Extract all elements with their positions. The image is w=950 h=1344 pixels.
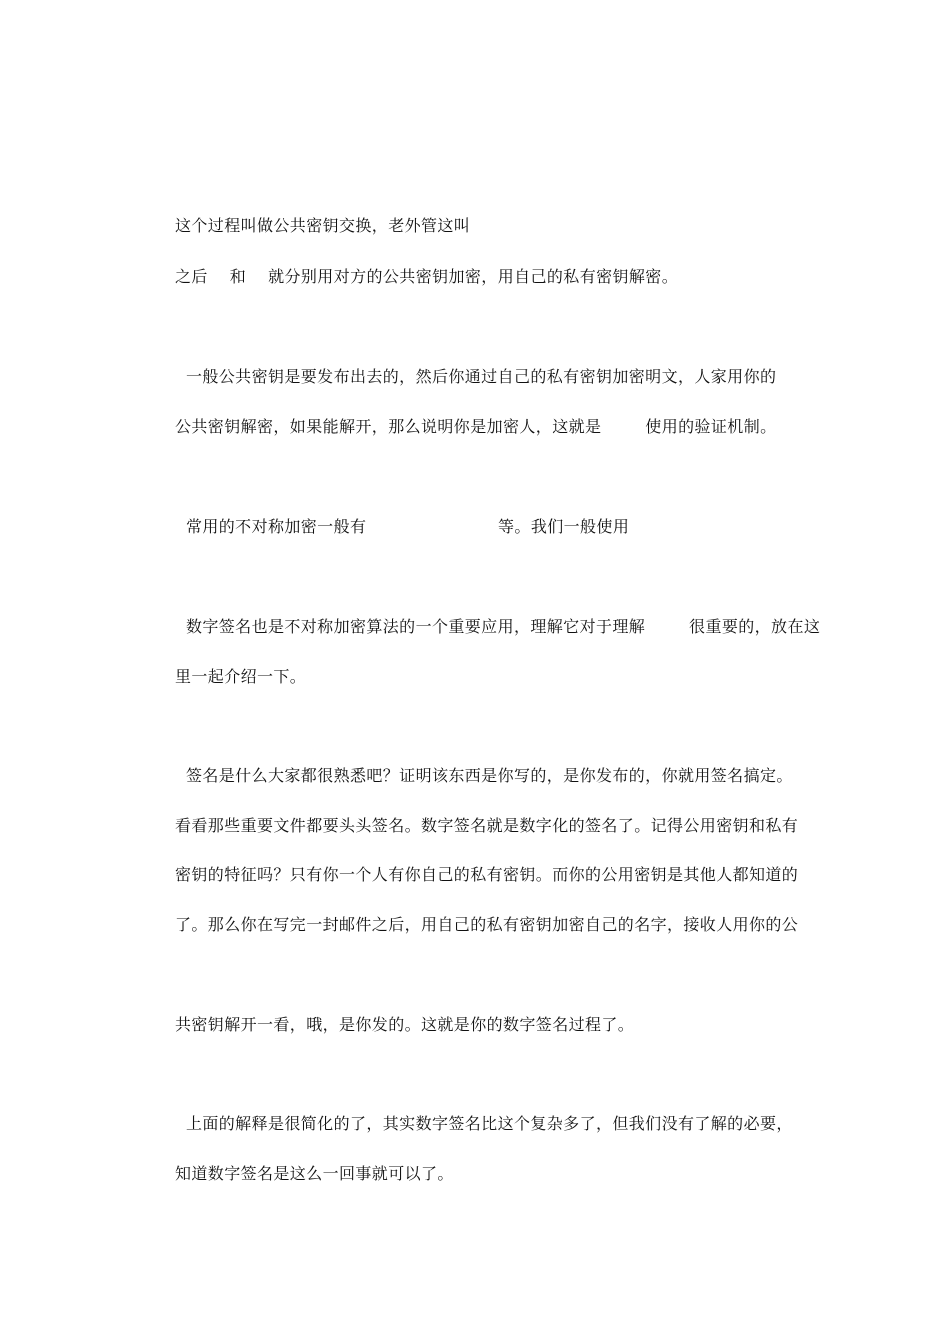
- text-line: 上面的解释是很简化的了，其实数字签名比这个复杂多了，但我们没有了解的必要，: [175, 1114, 793, 1133]
- text-line: 签名是什么大家都很熟悉吧？证明该东西是你写的，是你发布的，你就用签名搞定。: [175, 766, 793, 785]
- text-line: 知道数字签名是这么一回事就可以了。: [175, 1164, 454, 1183]
- text-line: 里一起介绍一下。: [175, 667, 307, 686]
- text-line: 公共密钥解密，如果能解开，那么说明你是加密人，这就是 使用的验证机制。: [175, 417, 777, 436]
- text-line: 密钥的特征吗？只有你一个人有你自己的私有密钥。而你的公用密钥是其他人都知道的: [175, 865, 799, 884]
- text-line: 共密钥解开一看，哦，是你发的。这就是你的数字签名过程了。: [175, 1015, 635, 1034]
- text-line: 数字签名也是不对称加密算法的一个重要应用，理解它对于理解 很重要的，放在这: [175, 617, 821, 636]
- text-line: 看看那些重要文件都要头头签名。数字签名就是数字化的签名了。记得公用密钥和私有: [175, 816, 799, 835]
- text-line: 常用的不对称加密一般有 等。我们一般使用: [175, 517, 630, 536]
- text-line: 这个过程叫做公共密钥交换，老外管这叫: [175, 216, 471, 235]
- text-line: 了。那么你在写完一封邮件之后，用自己的私有密钥加密自己的名字，接收人用你的公: [175, 915, 799, 934]
- text-line: 一般公共密钥是要发布出去的，然后你通过自己的私有密钥加密明文，人家用你的: [175, 367, 777, 386]
- text-line: 之后 和 就分别用对方的公共密钥加密，用自己的私有密钥解密。: [175, 267, 679, 286]
